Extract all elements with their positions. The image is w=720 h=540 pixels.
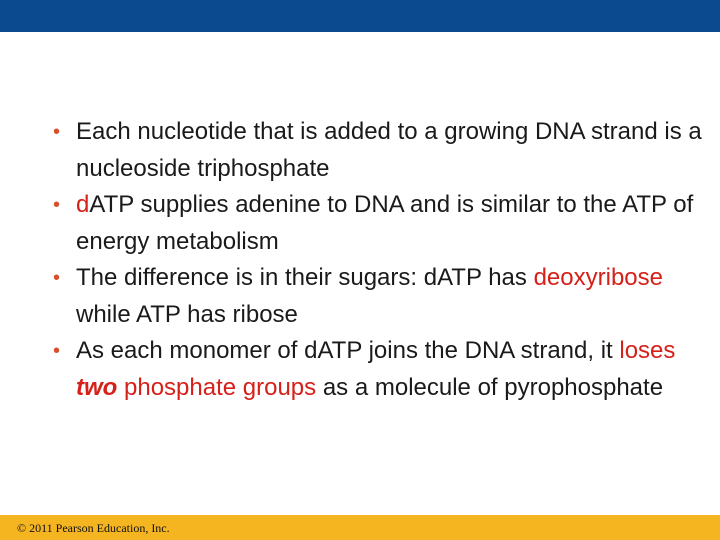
bullet-icon: • [53, 340, 61, 362]
top-banner [0, 0, 720, 32]
bullet-item [53, 260, 703, 333]
bullet-icon: • [53, 267, 61, 289]
bullet-text: while ATP has ribose [76, 300, 298, 328]
bullet-text: ATP supplies adenine to DNA and is similar to the ATP of energy metabolism [76, 191, 694, 255]
bullet-text: Each nucleotide that is added to a growing DNA strand is a nucleoside triphosphate [76, 118, 702, 182]
bullet-list [53, 114, 703, 406]
copyright-text: © 2011 Pearson Education, Inc. [17, 521, 170, 535]
bullet-icon: • [53, 121, 61, 143]
highlight-text: loses [619, 337, 676, 364]
emphasis-text: two [76, 373, 118, 401]
bullet-item [53, 333, 703, 406]
bullet-text: The difference is in their sugars: dATP has [76, 264, 534, 291]
bullet-text: as a molecule of pyrophosphate [316, 373, 664, 401]
highlight-text: phosphate groups [117, 373, 317, 401]
highlight-text: d [76, 191, 90, 218]
bullet-icon: • [53, 194, 61, 216]
bullet-item [53, 114, 703, 187]
bullet-text: As each monomer of dATP joins the DNA strand, it [76, 337, 620, 364]
bullet-item [53, 187, 703, 260]
highlight-text: deoxyribose [533, 264, 663, 291]
